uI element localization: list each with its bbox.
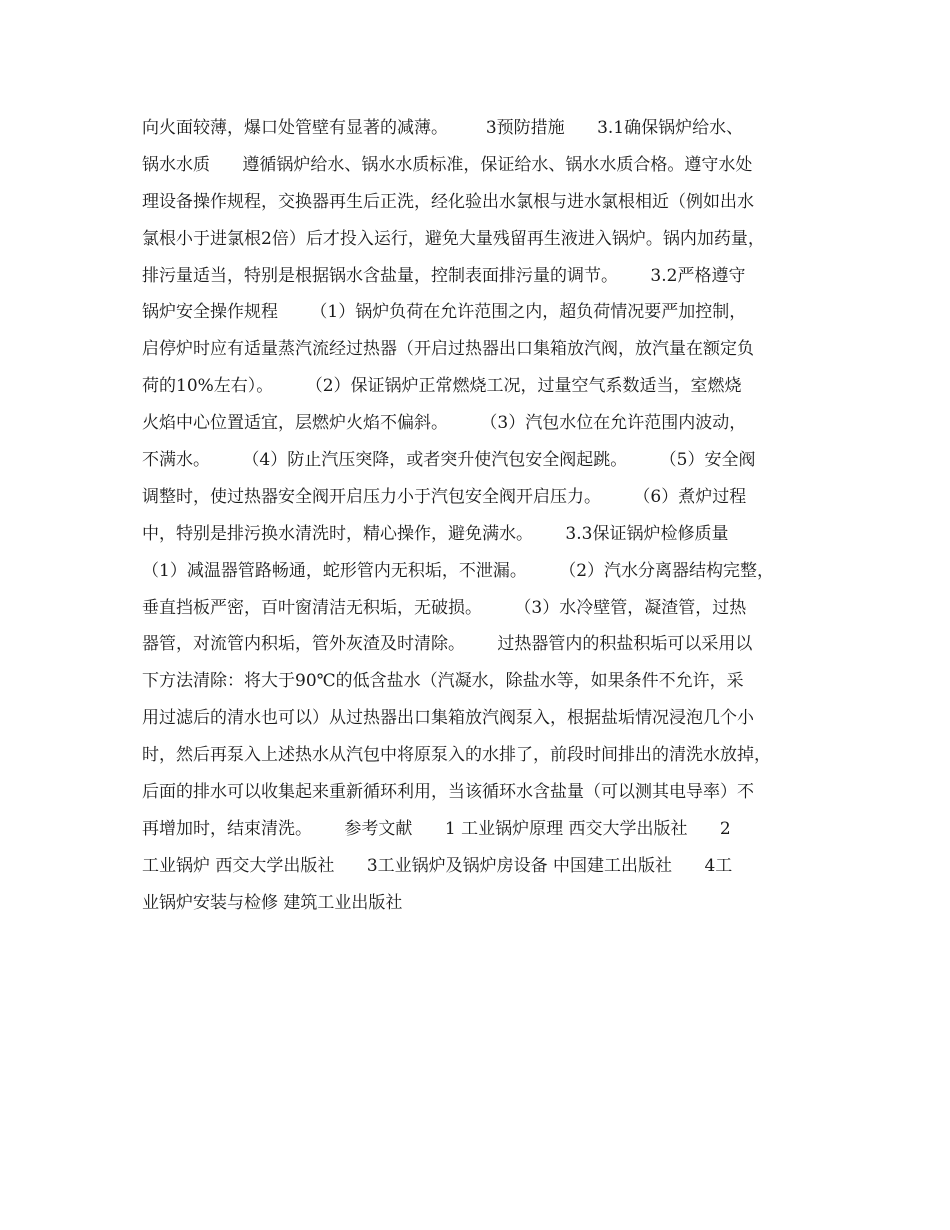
text-line: 向火面较薄，爆口处管壁有显著的减薄。 3预防措施 3.1确保锅炉给水、 (142, 118, 744, 138)
text-line: 用过滤后的清水也可以）从过热器出口集箱放汽阀泵入，根据盐垢情况浸泡几个小 (142, 708, 754, 729)
text-line: 锅炉安全操作规程 （1）锅炉负荷在允许范围之内，超负荷情况要严加控制， (142, 302, 747, 323)
text-line: 氯根小于进氯根2倍）后才投入运行，避免大量残留再生液进入锅炉。锅内加药量， (142, 228, 765, 249)
text-line: 荷的10%左右）。 （2）保证锅炉正常燃烧工况，过量空气系数适当，室燃烧 (142, 376, 742, 397)
text-line: 业锅炉安装与检修 建筑工业出版社 (142, 892, 403, 913)
text-line: 器管，对流管内积垢，管外灰渣及时清除。 过热器管内的积盐积垢可以采用以 (142, 634, 753, 655)
text-line: 锅水水质 遵循锅炉给水、锅水水质标准，保证给水、锅水水质合格。遵守水处 (142, 154, 753, 175)
text-line: 垂直挡板严密，百叶窗清洁无积垢，无破损。 （3）水冷壁管，凝渣管，过热 (142, 597, 747, 618)
text-line: 工业锅炉 西交大学出版社 3工业锅炉及锅炉房设备 中国建工出版社 4工 (142, 855, 733, 876)
text-line: 不满水。 （4）防止汽压突降，或者突升使汽包安全阀起跳。 （5）安全阀 (142, 450, 756, 471)
text-line: 再增加时，结束清洗。 参考文献 1 工业锅炉原理 西交大学出版社 2 (142, 818, 731, 839)
body-text (142, 110, 817, 922)
text-line: 中，特别是排污换水清洗时，精心操作，避免满水。 3.3保证锅炉检修质量 (142, 523, 729, 544)
text-line: 启停炉时应有适量蒸汽流经过热器（开启过热器出口集箱放汽阀，放汽量在额定负 (142, 339, 754, 360)
text-line: （1）减温器管路畅通，蛇形管内无积垢，不泄漏。 （2）汽水分离器结构完整， (142, 560, 775, 581)
text-line: 火焰中心位置适宜，层燃炉火焰不偏斜。 （3）汽包水位在允许范围内波动， (142, 413, 747, 434)
text-line: 下方法清除：将大于90℃的低含盐水（汽凝水，除盐水等，如果条件不允许，采 (142, 671, 744, 692)
text-line: 理设备操作规程，交换器再生后正洗，经化验出水氯根与进水氯根相近（例如出水 (142, 191, 754, 212)
text-line: 调整时，使过热器安全阀开启压力小于汽包安全阀开启压力。 （6）煮炉过程 (142, 486, 747, 507)
text-line: 时，然后再泵入上述热水从汽包中将原泵入的水排了，前段时间排出的清洗水放掉， (142, 745, 771, 766)
text-line: 排污量适当，特别是根据锅水含盐量，控制表面排污量的调节。 3.2严格遵守 (142, 265, 746, 286)
text-line: 后面的排水可以收集起来重新循环利用，当该循环水含盐量（可以测其电导率）不 (142, 782, 754, 803)
